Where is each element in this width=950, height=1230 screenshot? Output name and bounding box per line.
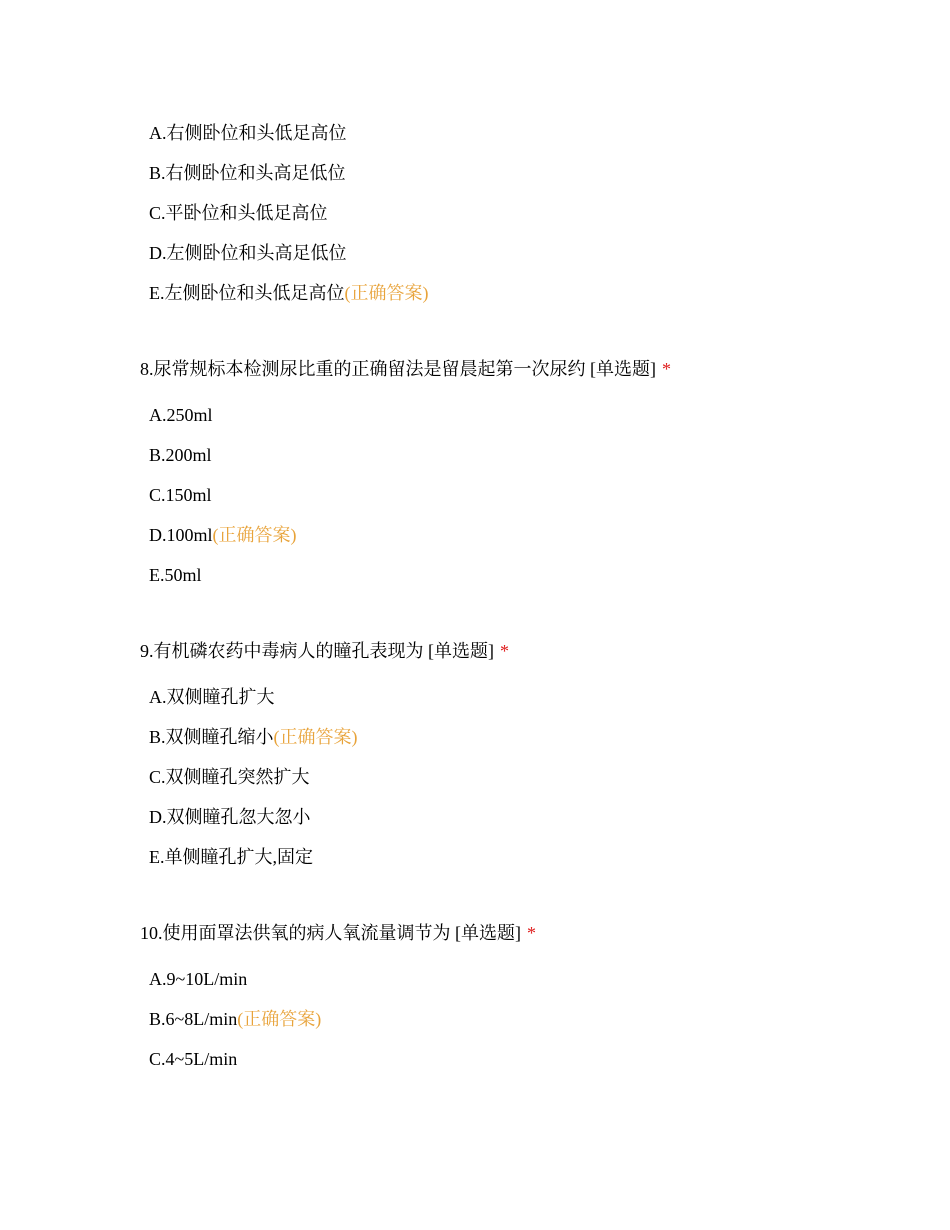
option-8d <box>149 523 297 547</box>
correct-answer-mark: (正确答案) <box>237 1009 322 1029</box>
option-8a <box>149 403 213 427</box>
option-9b <box>149 725 358 749</box>
option-9a <box>149 685 275 709</box>
option-text: B.6~8L/min <box>149 1009 238 1029</box>
option-10b <box>149 1007 321 1031</box>
question-title-text: 10.使用面罩法供氧的病人氧流量调节为 [单选题] <box>140 923 521 943</box>
option-text: D.100ml <box>149 525 213 545</box>
option-7e <box>149 281 429 305</box>
option-text: E.50ml <box>149 565 202 585</box>
question-title <box>140 921 536 945</box>
option-text: E.单侧瞳孔扩大,固定 <box>149 847 313 867</box>
option-text: D.左侧卧位和头高足低位 <box>149 243 347 263</box>
correct-answer-mark: (正确答案) <box>344 283 429 303</box>
option-9e <box>149 845 313 869</box>
option-text: A.双侧瞳孔扩大 <box>149 687 275 707</box>
option-text: B.200ml <box>149 445 212 465</box>
option-text: B.右侧卧位和头高足低位 <box>149 163 346 183</box>
required-star: * <box>662 359 671 379</box>
option-text: C.双侧瞳孔突然扩大 <box>149 767 310 787</box>
option-text: E.左侧卧位和头低足高位 <box>149 283 345 303</box>
option-7b <box>149 161 346 185</box>
question-title-text: 8.尿常规标本检测尿比重的正确留法是留晨起第一次尿约 [单选题] <box>140 359 656 379</box>
option-text: B.双侧瞳孔缩小 <box>149 727 274 747</box>
correct-answer-mark: (正确答案) <box>212 525 297 545</box>
option-7c <box>149 201 328 225</box>
option-text: A.9~10L/min <box>149 969 248 989</box>
option-7a <box>149 121 347 145</box>
option-text: D.双侧瞳孔忽大忽小 <box>149 807 311 827</box>
option-9c <box>149 765 310 789</box>
option-10c <box>149 1047 237 1071</box>
option-text: C.150ml <box>149 485 212 505</box>
option-text: A.右侧卧位和头低足高位 <box>149 123 347 143</box>
correct-answer-mark: (正确答案) <box>273 727 358 747</box>
question-title-text: 9.有机磷农药中毒病人的瞳孔表现为 [单选题] <box>140 641 494 661</box>
required-star: * <box>500 641 509 661</box>
option-8e <box>149 563 202 587</box>
question-title <box>140 639 509 663</box>
option-text: A.250ml <box>149 405 213 425</box>
option-text: C.平卧位和头低足高位 <box>149 203 328 223</box>
option-10a <box>149 967 247 991</box>
option-8c <box>149 483 212 507</box>
option-text: C.4~5L/min <box>149 1049 238 1069</box>
question-title <box>140 357 671 381</box>
option-7d <box>149 241 347 265</box>
option-9d <box>149 805 311 829</box>
option-8b <box>149 443 212 467</box>
required-star: * <box>527 923 536 943</box>
